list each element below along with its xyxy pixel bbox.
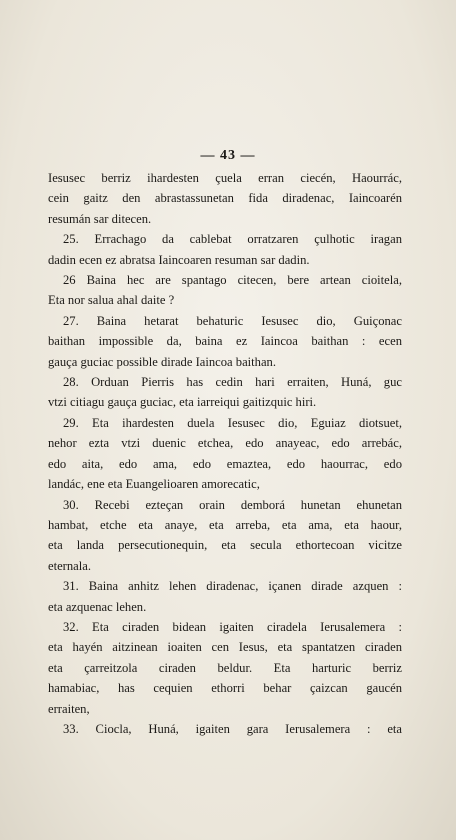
text-block	[48, 168, 402, 739]
text-line: Iesusec berriz ihardesten çuela erran ciecén, Haourrác,	[48, 171, 402, 185]
text-line: Eta nor salua ahal daite ?	[48, 293, 175, 308]
text-line: cein gaitz den abrastassunetan fida diradenac, Iaincoarén	[48, 191, 402, 206]
text-line: 32. Eta ciraden bidean igaiten ciradela Ierusalemera :	[63, 619, 402, 634]
text-line: eta azquenac lehen.	[48, 599, 147, 614]
text-line: vtzi citiagu gauça guciac, eta iarreiqui gaitizquic hiri.	[48, 395, 317, 410]
page-number: — 43 —	[200, 148, 256, 163]
text-line: eta hayén aitzinean ioaiten cen Iesus, eta spantatzen ciraden	[48, 640, 402, 655]
text-line: eta landa persecutionequin, eta secula ethortecoan vicitze	[48, 538, 402, 553]
text-line: 33. Ciocla, Huná, igaiten gara Ierusalemera : eta	[63, 721, 402, 736]
text-line: resumán sar ditecen.	[48, 211, 152, 226]
text-line: 26 Baina hec are spantago citecen, bere artean cioitela,	[63, 273, 402, 288]
text-line: eternala.	[48, 558, 91, 573]
text-line: eta çarreitzola ciraden beldur. Eta harturic berriz	[48, 660, 402, 675]
text-line: dadin ecen ez abratsa Iaincoaren resuman sar dadin.	[48, 252, 310, 267]
text-line: 28. Orduan Pierris has cedin hari erraiten, Huná, guc	[63, 375, 402, 390]
text-line: gauça guciac possible dirade Iaincoa baithan.	[48, 354, 276, 369]
text-line: hambat, etche eta anaye, eta arreba, eta ama, eta haour,	[48, 517, 402, 532]
text-line: nehor ezta vtzi duenic etchea, edo anayeac, edo arrebác,	[48, 436, 402, 451]
text-line: 27. Baina hetarat behaturic Iesusec dio, Guiçonac	[63, 313, 402, 328]
text-line: hamabiac, has cequien ethorri behar çaizcan gaucén	[48, 681, 402, 696]
text-line: landác, ene eta Euangelioaren amorecatic,	[48, 477, 260, 492]
text-line: erraiten,	[48, 701, 90, 716]
text-line: 29. Eta ihardesten duela Iesusec dio, Eguiaz diotsuet,	[63, 415, 402, 430]
text-line: 30. Recebi ezteçan orain demborá hunetan ehunetan	[63, 497, 402, 512]
text-line: 31. Baina anhitz lehen diradenac, içanen dirade azquen :	[63, 579, 402, 594]
text-line: baithan impossible da, baina ez Iaincoa baithan : ecen	[48, 334, 402, 349]
text-line: 25. Errachago da cablebat orratzaren çulhotic iragan	[63, 232, 402, 247]
text-line: edo aita, edo ama, edo emaztea, edo haourrac, edo	[48, 456, 402, 471]
